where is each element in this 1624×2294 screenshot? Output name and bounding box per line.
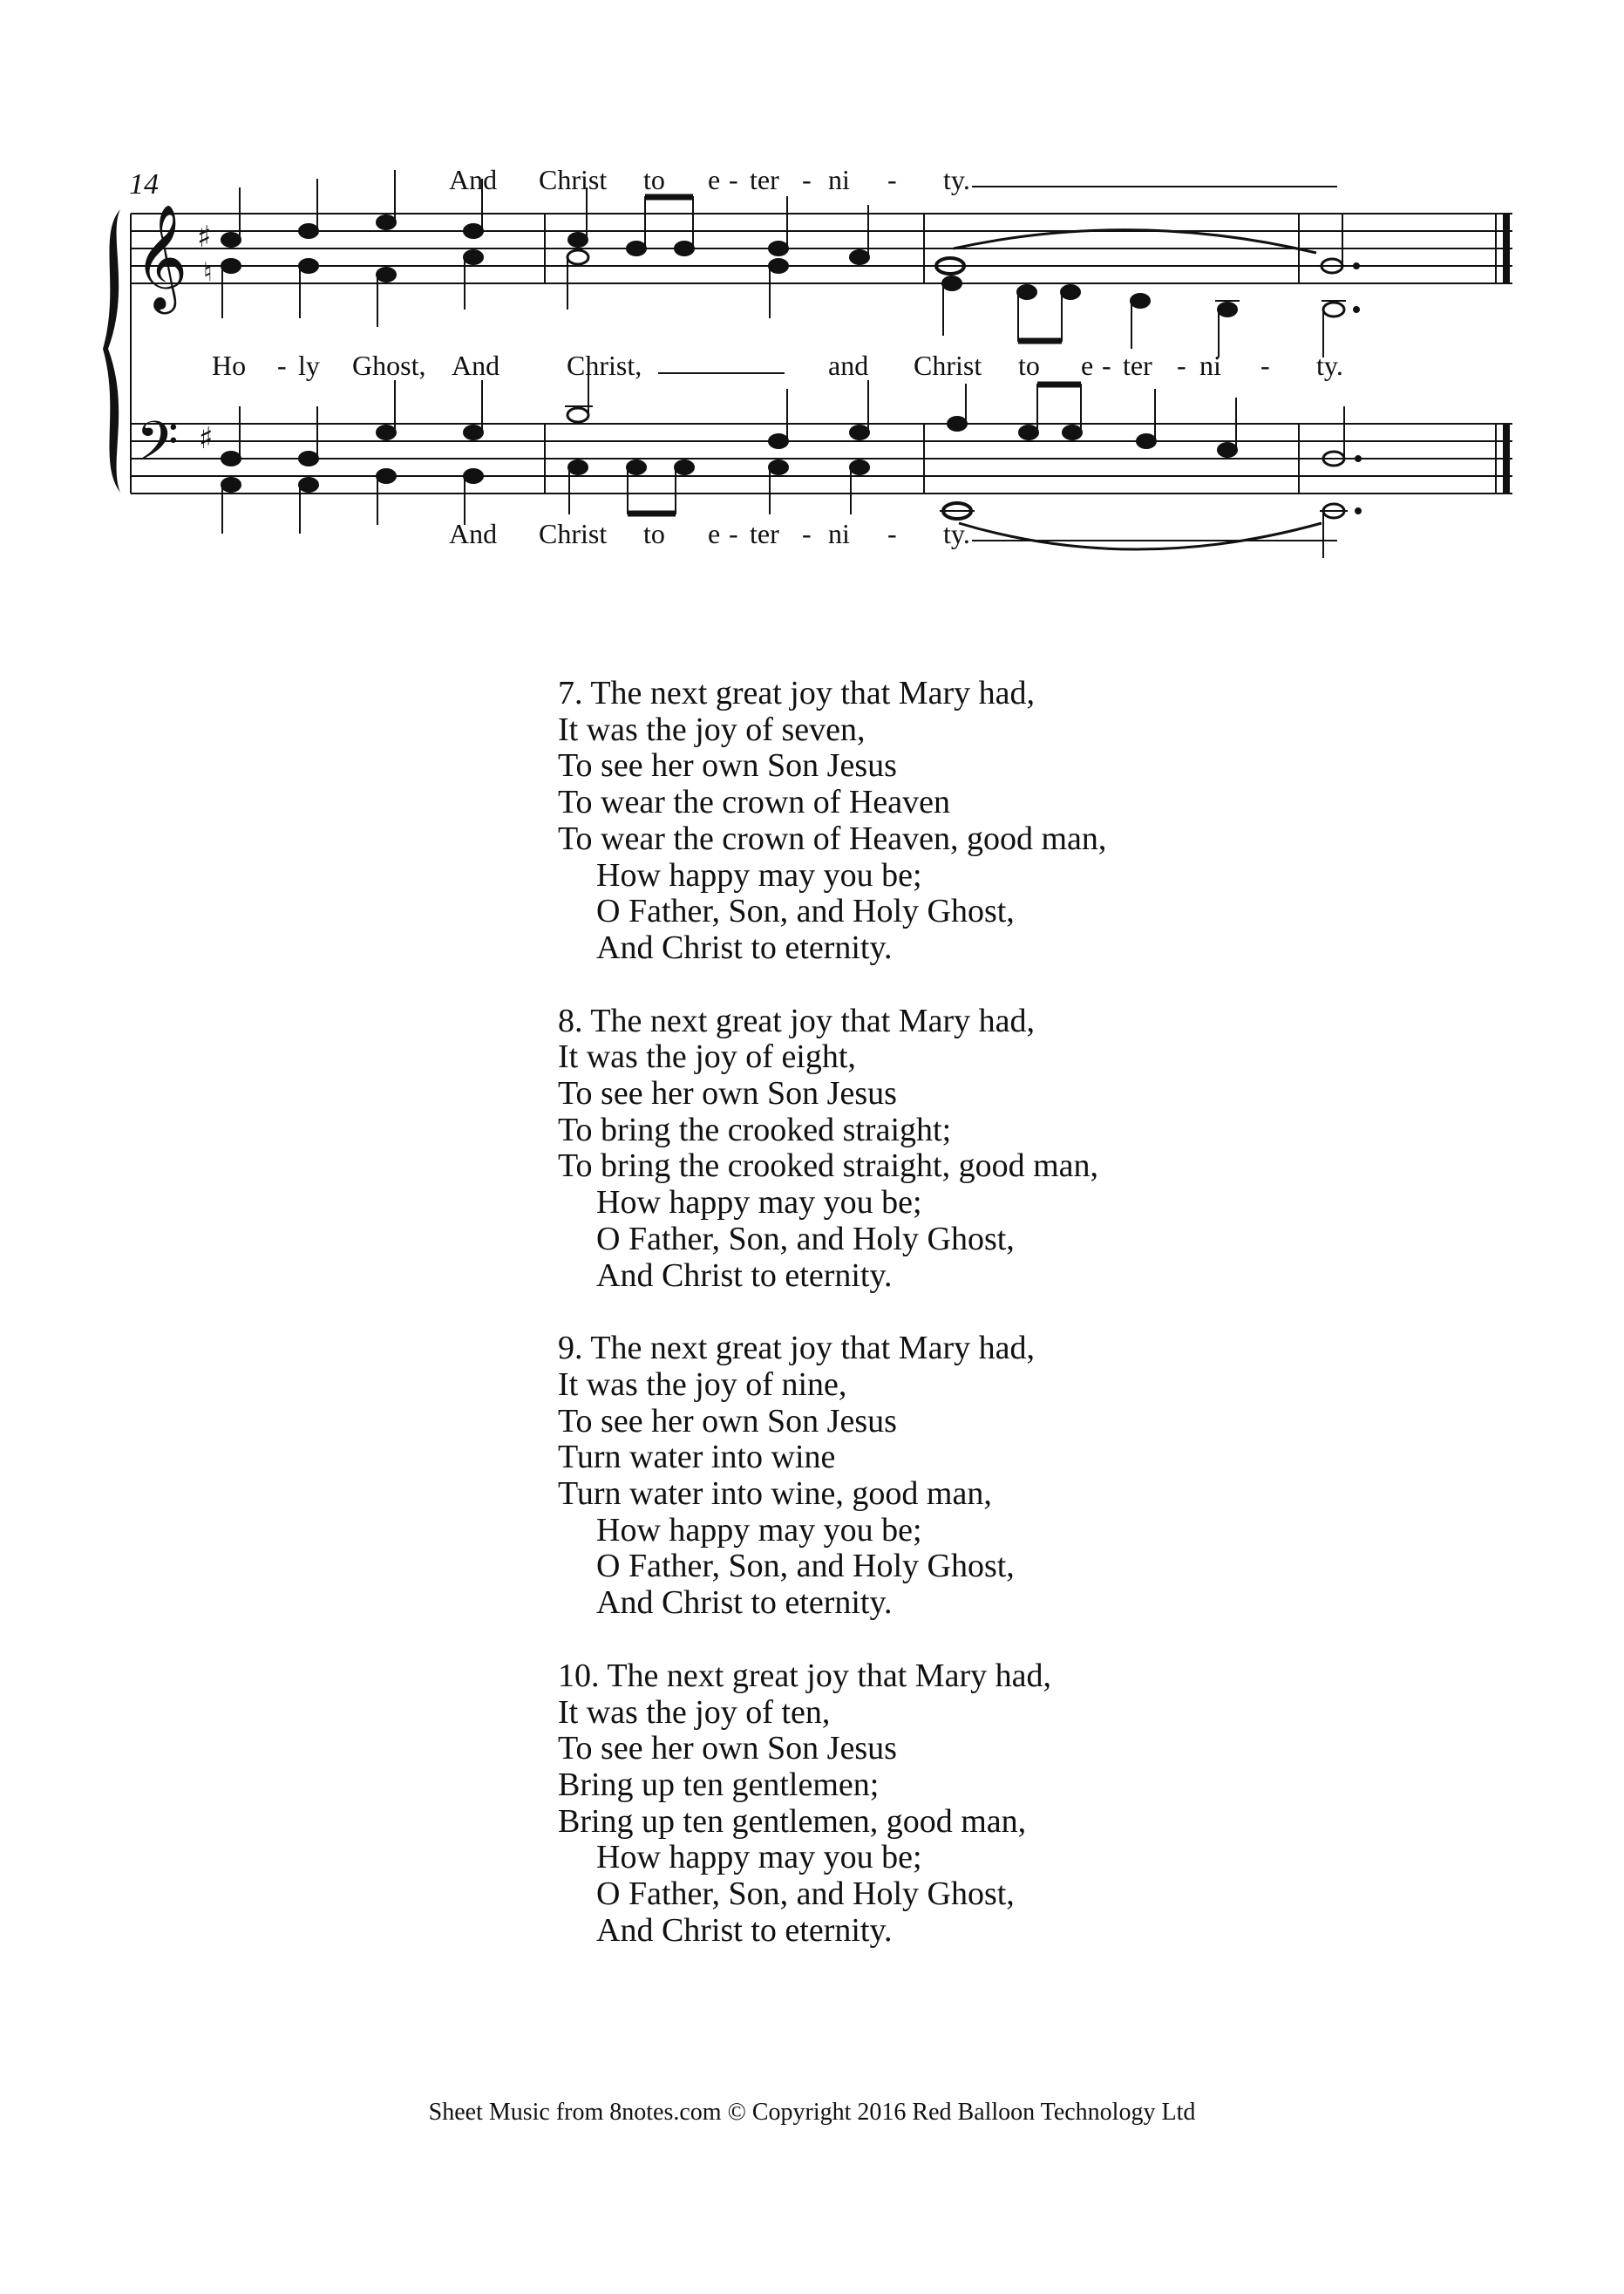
lyric-syllable: - bbox=[729, 164, 738, 195]
lyric-syllable: - bbox=[1260, 350, 1270, 381]
refrain-line: O Father, Son, and Holy Ghost, bbox=[596, 1548, 1015, 1585]
verse-line: Turn water into wine bbox=[558, 1439, 836, 1476]
lyric-syllable: e bbox=[708, 518, 721, 549]
lyric-syllable: to bbox=[643, 164, 665, 195]
lyric-syllable: ter bbox=[750, 164, 779, 195]
sharp-icon: ♯ bbox=[197, 220, 212, 255]
lyric-syllable: - bbox=[1177, 350, 1186, 381]
treble-notes bbox=[221, 170, 1359, 357]
lyric-syllable: to bbox=[1018, 350, 1040, 381]
lyric-syllable: ty. bbox=[943, 518, 970, 549]
lyric-syllable: Christ bbox=[539, 518, 608, 549]
lyric-syllable: ni bbox=[1199, 350, 1221, 381]
refrain-line: And Christ to eternity. bbox=[596, 929, 893, 966]
verse-line: It was the joy of eight, bbox=[558, 1038, 856, 1076]
bass-staff bbox=[131, 424, 1512, 494]
refrain-line: And Christ to eternity. bbox=[596, 1584, 893, 1622]
verse-line: Bring up ten gentlemen; bbox=[558, 1766, 880, 1803]
verse-line: It was the joy of seven, bbox=[558, 711, 866, 748]
lyric-syllable: e bbox=[708, 164, 721, 195]
refrain-line: O Father, Son, and Holy Ghost, bbox=[596, 1220, 1015, 1257]
lyric-syllable: Christ bbox=[914, 350, 982, 381]
lyric-syllable: ter bbox=[750, 518, 779, 549]
verse-line: It was the joy of ten, bbox=[558, 1693, 831, 1731]
treble-clef-icon: 𝄞 bbox=[134, 203, 188, 310]
lyric-syllable: And bbox=[449, 164, 498, 195]
verse-line: To wear the crown of Heaven bbox=[558, 784, 950, 821]
sharp-icon: ♯ bbox=[199, 421, 214, 456]
copyright-footer: Sheet Music from 8notes.com © Copyright 2016 Red Balloon Technology Ltd bbox=[428, 2099, 1196, 2126]
lyric-syllable: And bbox=[449, 518, 498, 549]
lyric-syllable: And bbox=[452, 350, 500, 381]
music-score bbox=[0, 0, 1624, 610]
barlines bbox=[131, 214, 1506, 494]
lyric-syllable: ter bbox=[1123, 350, 1152, 381]
grand-staff-brace bbox=[103, 209, 120, 493]
refrain-line: How happy may you be; bbox=[596, 856, 922, 894]
verse-8 bbox=[558, 1004, 1342, 1295]
natural-icon: ♮ bbox=[203, 257, 213, 288]
lyric-syllable: ni bbox=[828, 164, 850, 195]
lyric-syllable: e bbox=[1081, 350, 1094, 381]
verse-line: To see her own Son Jesus bbox=[558, 1730, 897, 1767]
treble-staff bbox=[131, 214, 1512, 283]
lyric-syllable: - bbox=[887, 164, 897, 195]
verse-line: To bring the crooked straight, good man, bbox=[558, 1147, 1098, 1185]
verse-line: 7. The next great joy that Mary had, bbox=[558, 675, 1035, 711]
verses-text bbox=[558, 676, 1342, 1986]
verse-line: To see her own Son Jesus bbox=[558, 747, 897, 785]
verse-line: To bring the crooked straight; bbox=[558, 1111, 952, 1148]
lyric-syllable: Ho bbox=[212, 350, 247, 381]
refrain-line: And Christ to eternity. bbox=[596, 1911, 893, 1949]
lyric-syllable: - bbox=[1102, 350, 1111, 381]
lyric-syllable: - bbox=[802, 518, 812, 549]
verse-line: It was the joy of nine, bbox=[558, 1365, 847, 1403]
lyrics-middle bbox=[212, 350, 1343, 381]
verse-9 bbox=[558, 1331, 1342, 1622]
lyric-syllable: - bbox=[802, 164, 812, 195]
refrain-line: How happy may you be; bbox=[596, 1839, 922, 1876]
verse-10 bbox=[558, 1658, 1342, 1950]
verse-line: Turn water into wine, good man, bbox=[558, 1475, 992, 1513]
lyric-syllable: Christ bbox=[539, 164, 608, 195]
refrain-line: How happy may you be; bbox=[596, 1184, 922, 1222]
lyric-syllable: Ghost, bbox=[352, 350, 426, 381]
refrain-line: O Father, Son, and Holy Ghost, bbox=[596, 893, 1015, 930]
verse-line: To wear the crown of Heaven, good man, bbox=[558, 820, 1107, 857]
refrain-line: How happy may you be; bbox=[596, 1511, 922, 1549]
bass-notes bbox=[221, 363, 1361, 558]
verse-7 bbox=[558, 676, 1342, 967]
lyric-syllable: ni bbox=[828, 518, 850, 549]
lyric-syllable: ly bbox=[298, 350, 320, 381]
lyric-syllable: ty. bbox=[1316, 350, 1343, 381]
verse-line: Bring up ten gentlemen, good man, bbox=[558, 1802, 1027, 1840]
lyric-syllable: - bbox=[729, 518, 738, 549]
lyric-syllable: to bbox=[643, 518, 665, 549]
refrain-line: O Father, Son, and Holy Ghost, bbox=[596, 1875, 1015, 1913]
verse-line: 9. The next great joy that Mary had, bbox=[558, 1330, 1035, 1367]
lyrics-above bbox=[449, 164, 1337, 195]
refrain-line: And Christ to eternity. bbox=[596, 1256, 893, 1294]
lyric-syllable: - bbox=[277, 350, 287, 381]
lyric-syllable: and bbox=[828, 350, 869, 381]
verse-line: To see her own Son Jesus bbox=[558, 1075, 897, 1113]
verse-line: 8. The next great joy that Mary had, bbox=[558, 1002, 1035, 1039]
verse-line: 10. The next great joy that Mary had, bbox=[558, 1657, 1051, 1694]
measure-number: 14 bbox=[129, 168, 159, 201]
lyric-syllable: ty. bbox=[943, 164, 970, 195]
verse-line: To see her own Son Jesus bbox=[558, 1402, 897, 1440]
bass-clef-icon: 𝄢 bbox=[136, 409, 179, 487]
lyric-syllable: - bbox=[887, 518, 897, 549]
lyric-syllable: Christ, bbox=[567, 350, 642, 381]
